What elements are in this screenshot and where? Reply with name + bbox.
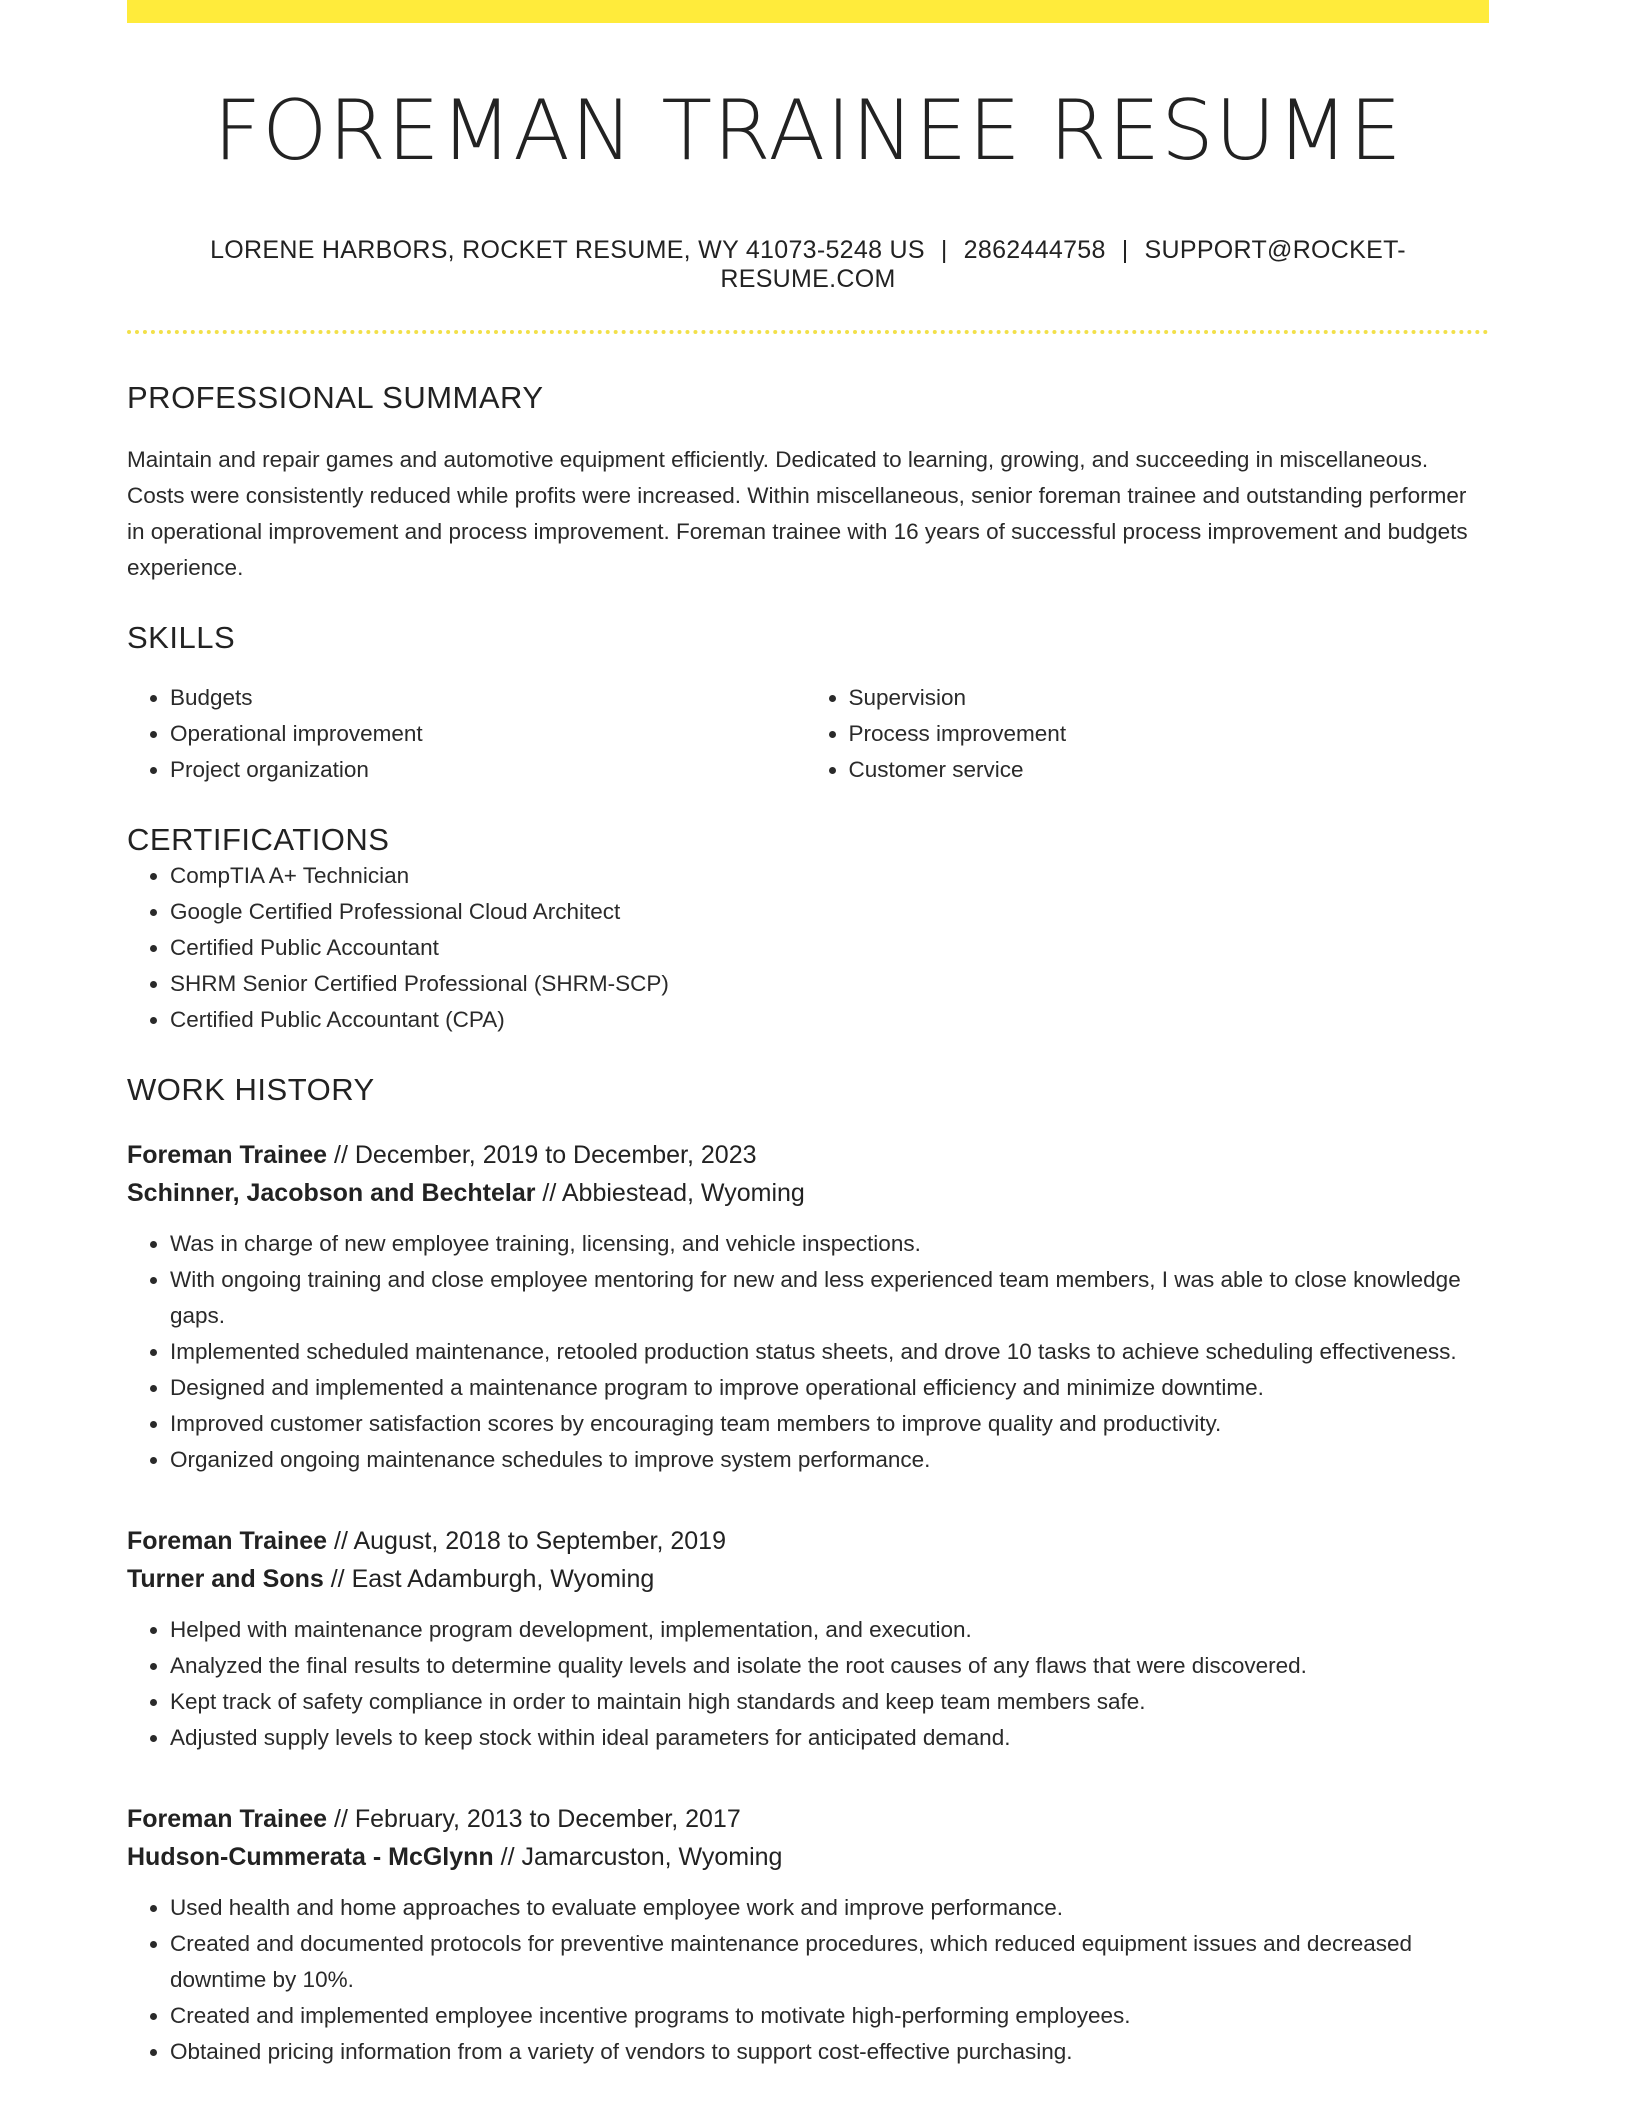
contact-email: SUPPORT@ROCKET-RESUME.COM bbox=[720, 236, 1406, 294]
job-bullets bbox=[127, 1226, 1489, 1478]
job-bullet: • Implemented scheduled maintenance, retooled production status sheets, and drove 10 tasks to achieve scheduling effectiveness. bbox=[170, 1334, 1489, 1370]
certifications-heading: CERTIFICATIONS bbox=[127, 822, 390, 858]
certification-item: • SHRM Senior Certified Professional (SHRM-SCP) bbox=[170, 966, 1489, 1002]
skills-list-right bbox=[806, 680, 1490, 788]
top-accent-bar bbox=[127, 0, 1489, 23]
job-bullet: • Helped with maintenance program development, implementation, and execution. bbox=[170, 1612, 1489, 1648]
job-company: Turner and Sons bbox=[127, 1565, 324, 1594]
contact-address: LORENE HARBORS, ROCKET RESUME, WY 41073-5248 US bbox=[210, 236, 925, 265]
certification-item: • Google Certified Professional Cloud Architect bbox=[170, 894, 1489, 930]
contact-phone: 2862444758 bbox=[963, 236, 1106, 265]
job-bullet: • Designed and implemented a maintenance program to improve operational efficiency and minimize downtime. bbox=[170, 1370, 1489, 1406]
job-entry bbox=[127, 1522, 1489, 1756]
skill-item: • Supervision bbox=[849, 680, 1490, 716]
job-bullet: • Adjusted supply levels to keep stock within ideal parameters for anticipated demand. bbox=[170, 1720, 1489, 1756]
certification-item: • Certified Public Accountant (CPA) bbox=[170, 1002, 1489, 1038]
job-bullet: • Created and implemented employee incentive programs to motivate high-performing employees. bbox=[170, 1998, 1489, 2034]
job-bullet: • Used health and home approaches to evaluate employee work and improve performance. bbox=[170, 1890, 1489, 1926]
skill-item: • Customer service bbox=[849, 752, 1490, 788]
skill-item: • Process improvement bbox=[849, 716, 1490, 752]
skill-item: • Budgets bbox=[170, 680, 811, 716]
job-role: Foreman Trainee bbox=[127, 1141, 328, 1170]
page-title: FOREMAN TRAINEE RESUME bbox=[213, 82, 1403, 179]
job-role: Foreman Trainee bbox=[127, 1805, 328, 1834]
job-dates: // August, 2018 to September, 2019 bbox=[327, 1527, 726, 1556]
job-dates: // December, 2019 to December, 2023 bbox=[327, 1141, 757, 1170]
job-dates: // February, 2013 to December, 2017 bbox=[327, 1805, 741, 1834]
job-bullet: • Analyzed the final results to determine quality levels and isolate the root causes of any flaws that were discovered. bbox=[170, 1648, 1489, 1684]
job-entry bbox=[127, 1800, 1489, 2070]
skill-item: • Operational improvement bbox=[170, 716, 811, 752]
job-company: Hudson-Cummerata - McGlynn bbox=[127, 1843, 494, 1872]
job-bullet: • Was in charge of new employee training, licensing, and vehicle inspections. bbox=[170, 1226, 1489, 1262]
contact-separator: | bbox=[1121, 236, 1129, 265]
skills-list-left bbox=[127, 680, 811, 788]
job-role-line bbox=[127, 1136, 1489, 1174]
job-bullet: • Created and documented protocols for preventive maintenance procedures, which reduced equipment issues and decreased downtime by 10%. bbox=[170, 1926, 1489, 1998]
contact-separator: | bbox=[940, 236, 948, 265]
job-bullet: • Organized ongoing maintenance schedules to improve system performance. bbox=[170, 1442, 1489, 1478]
resume-page bbox=[127, 0, 1489, 2070]
certification-item: • Certified Public Accountant bbox=[170, 930, 1489, 966]
job-location: // Abbiestead, Wyoming bbox=[535, 1179, 805, 1208]
job-company-line bbox=[127, 1560, 1489, 1598]
dotted-divider bbox=[127, 330, 1489, 334]
job-bullet: • Obtained pricing information from a variety of vendors to support cost-effective purchasing. bbox=[170, 2034, 1489, 2070]
job-company: Schinner, Jacobson and Bechtelar bbox=[127, 1179, 536, 1208]
job-company-line bbox=[127, 1838, 1489, 1876]
summary-text: Maintain and repair games and automotive equipment efficiently. Dedicated to learning, growing, and succeeding in miscellaneous. Costs were consistently reduced while profits were increased. Within miscellaneous, senior foreman trainee and outstanding performer in operational improvement and process improvement. Foreman trainee with 16 years of successful process improvement and budgets experience. bbox=[127, 447, 1468, 581]
job-bullets bbox=[127, 1890, 1489, 2070]
job-entry bbox=[127, 1136, 1489, 1478]
work-history-heading: WORK HISTORY bbox=[127, 1072, 375, 1108]
job-bullet: • Improved customer satisfaction scores by encouraging team members to improve quality and productivity. bbox=[170, 1406, 1489, 1442]
certifications-list bbox=[127, 858, 1489, 1038]
job-role-line bbox=[127, 1522, 1489, 1560]
certification-item: • CompTIA A+ Technician bbox=[170, 858, 1489, 894]
job-bullet: • With ongoing training and close employee mentoring for new and less experienced team members, I was able to close knowledge gaps. bbox=[170, 1262, 1489, 1334]
summary-heading: PROFESSIONAL SUMMARY bbox=[127, 380, 544, 416]
job-bullets bbox=[127, 1612, 1489, 1756]
job-bullet: • Kept track of safety compliance in order to maintain high standards and keep team members safe. bbox=[170, 1684, 1489, 1720]
job-location: // East Adamburgh, Wyoming bbox=[323, 1565, 655, 1594]
job-role-line bbox=[127, 1800, 1489, 1838]
job-company-line bbox=[127, 1174, 1489, 1212]
skills-heading: SKILLS bbox=[127, 620, 236, 656]
skills-grid bbox=[127, 680, 1489, 788]
skill-item: • Project organization bbox=[170, 752, 811, 788]
contact-line bbox=[127, 236, 1489, 294]
job-location: // Jamarcuston, Wyoming bbox=[493, 1843, 783, 1872]
job-role: Foreman Trainee bbox=[127, 1527, 328, 1556]
